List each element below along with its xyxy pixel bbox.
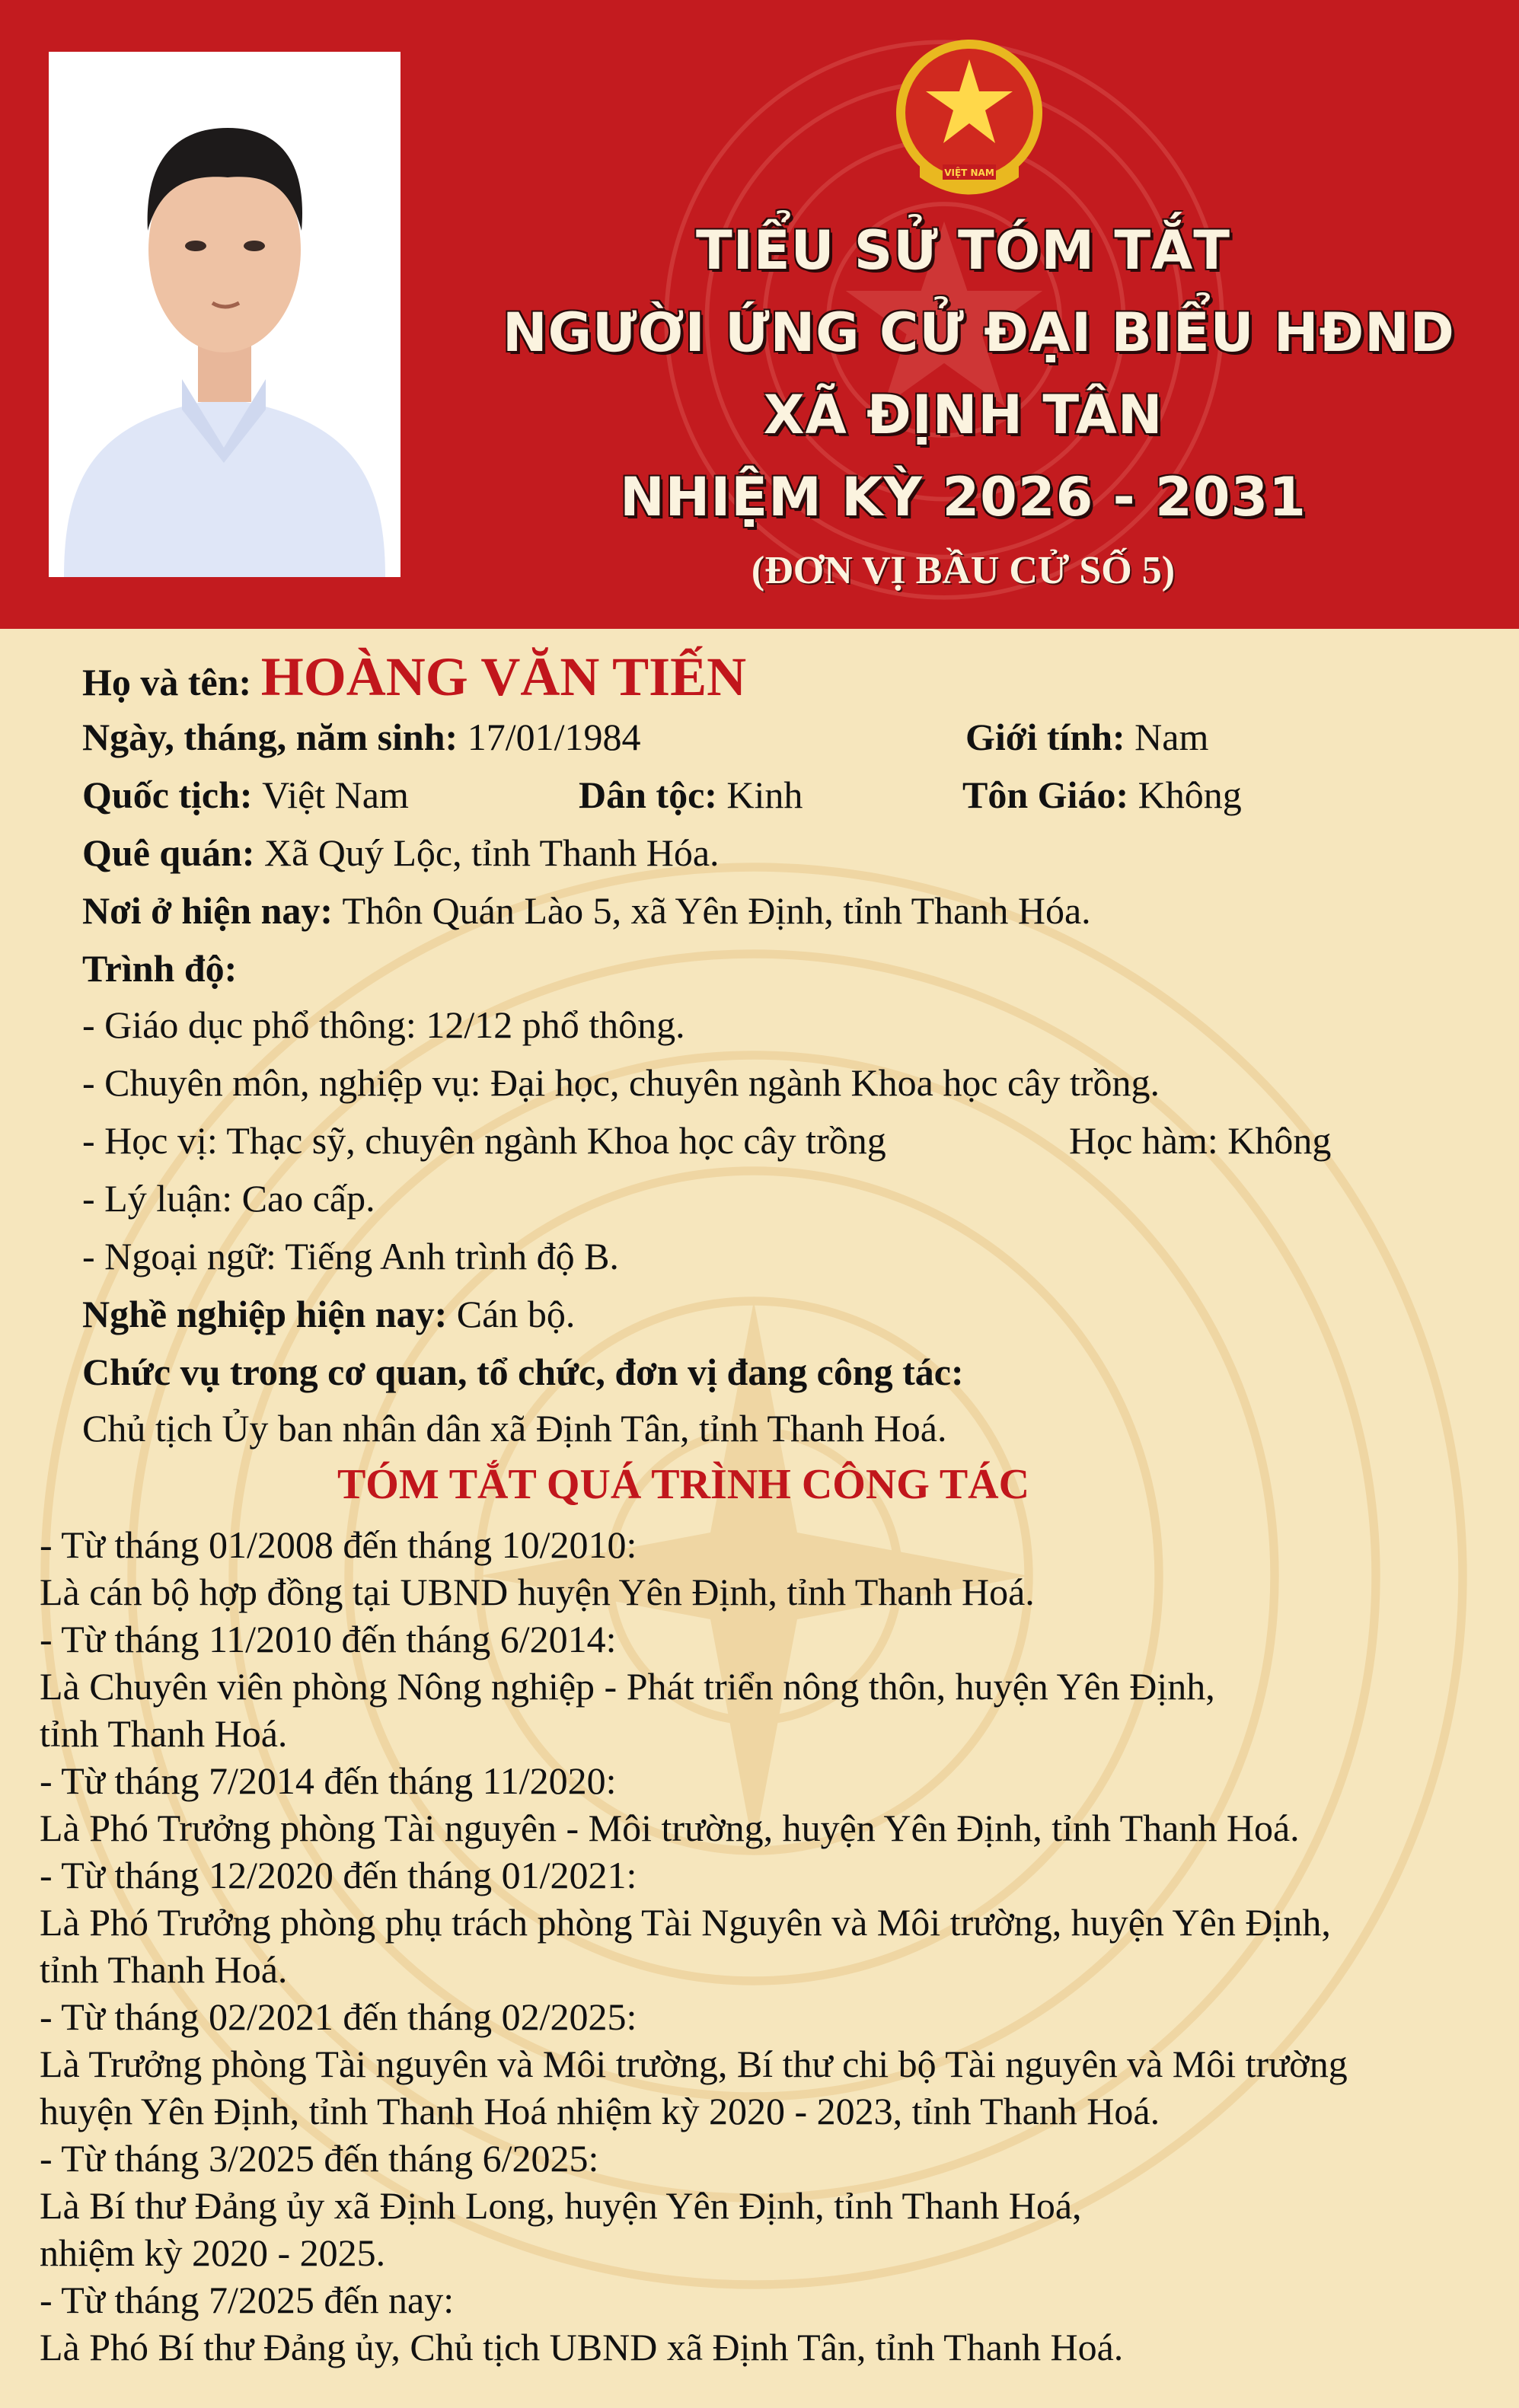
hometown-label: Quê quán: <box>82 831 264 874</box>
candidate-name: HOÀNG VĂN TIẾN <box>260 646 747 707</box>
nationality-label: Quốc tịch: <box>82 773 263 816</box>
work-history-line: - Từ tháng 3/2025 đến tháng 6/2025: <box>40 2137 599 2180</box>
work-history-title: TÓM TẮT QUÁ TRÌNH CÔNG TÁC <box>337 1461 1030 1508</box>
work-history-line: - Từ tháng 02/2021 đến tháng 02/2025: <box>40 1995 637 2038</box>
gender-row <box>965 716 1208 760</box>
title-line-2: NGƯỜI ỨNG CỬ ĐẠI BIỂU HĐND <box>503 301 1455 364</box>
hometown-row <box>82 831 720 875</box>
electoral-unit-subtitle: (ĐƠN VỊ BẦU CỬ SỐ 5) <box>751 549 1176 592</box>
emblem-text: VIỆT NAM <box>944 167 994 178</box>
work-history-line: Là Chuyên viên phòng Nông nghiệp - Phát triển nông thôn, huyện Yên Định, <box>40 1665 1215 1708</box>
position-heading: Chức vụ trong cơ quan, tổ chức, đơn vị đang công tác: <box>82 1351 964 1393</box>
work-history-line: - Từ tháng 7/2014 đến tháng 11/2020: <box>40 1759 617 1802</box>
position-value: Chủ tịch Ủy ban nhân dân xã Định Tân, tỉnh Thanh Hoá. <box>82 1407 947 1450</box>
education-general: - Giáo dục phổ thông: 12/12 phổ thông. <box>82 1003 685 1046</box>
work-history-line: Là Trưởng phòng Tài nguyên và Môi trường, Bí thư chi bộ Tài nguyên và Môi trường <box>40 2043 1348 2085</box>
title-line-3: XÃ ĐỊNH TÂN <box>763 384 1163 446</box>
education-professional: - Chuyên môn, nghiệp vụ: Đại học, chuyên ngành Khoa học cây trồng. <box>82 1061 1160 1104</box>
dob-value: 17/01/1984 <box>467 716 641 758</box>
ethnicity-value: Kinh <box>726 773 803 816</box>
nationality-value: Việt Nam <box>262 773 409 816</box>
work-history-line: Là cán bộ hợp đồng tại UBND huyện Yên Định, tỉnh Thanh Hoá. <box>40 1571 1035 1613</box>
title-line-4: NHIỆM KỲ 2026 - 2031 <box>620 466 1307 528</box>
title-line-1: TIỂU SỬ TÓM TẮT <box>695 219 1231 282</box>
name-row <box>82 646 746 709</box>
work-history-line: Là Phó Trưởng phòng phụ trách phòng Tài Nguyên và Môi trường, huyện Yên Định, <box>40 1901 1331 1944</box>
work-history-line: Là Phó Bí thư Đảng ủy, Chủ tịch UBND xã Định Tân, tỉnh Thanh Hoá. <box>40 2326 1124 2368</box>
work-history-line: tỉnh Thanh Hoá. <box>40 1712 288 1755</box>
ethnicity-row <box>579 773 803 818</box>
religion-row <box>962 773 1242 818</box>
work-history-line: - Từ tháng 7/2025 đến nay: <box>40 2279 455 2321</box>
work-history-line: nhiệm kỳ 2020 - 2025. <box>40 2231 386 2274</box>
work-history-line: tỉnh Thanh Hoá. <box>40 1948 288 1991</box>
work-history-line: Là Bí thư Đảng ủy xã Định Long, huyện Yên Định, tỉnh Thanh Hoá, <box>40 2184 1082 2227</box>
education-academic-title: Học hàm: Không <box>1069 1119 1332 1162</box>
work-history-line: Là Phó Trưởng phòng Tài nguyên - Môi trường, huyện Yên Định, tỉnh Thanh Hoá. <box>40 1807 1300 1849</box>
education-degree: - Học vị: Thạc sỹ, chuyên ngành Khoa học cây trồng <box>82 1119 886 1162</box>
religion-label: Tôn Giáo: <box>962 773 1138 816</box>
hometown-value: Xã Quý Lộc, tỉnh Thanh Hóa. <box>263 831 720 874</box>
education-heading: Trình độ: <box>82 947 238 990</box>
dob-label: Ngày, tháng, năm sinh: <box>82 716 468 758</box>
dob-row <box>82 716 641 760</box>
religion-value: Không <box>1138 773 1242 816</box>
occupation-label: Nghề nghiệp hiện nay: <box>82 1293 457 1335</box>
candidate-photo <box>49 52 400 577</box>
work-history-line: - Từ tháng 01/2008 đến tháng 10/2010: <box>40 1523 637 1566</box>
work-history-line: - Từ tháng 11/2010 đến tháng 6/2014: <box>40 1618 617 1660</box>
residence-row <box>82 889 1091 933</box>
work-history-line: - Từ tháng 12/2020 đến tháng 01/2021: <box>40 1854 637 1896</box>
national-emblem-icon <box>889 37 1049 203</box>
nationality-row <box>82 773 409 818</box>
ethnicity-label: Dân tộc: <box>579 773 727 816</box>
gender-value: Nam <box>1134 716 1209 758</box>
work-history-line: huyện Yên Định, tỉnh Thanh Hoá nhiệm kỳ 2020 - 2023, tỉnh Thanh Hoá. <box>40 2090 1160 2132</box>
residence-value: Thôn Quán Lào 5, xã Yên Định, tỉnh Thanh Hóa. <box>342 889 1091 932</box>
occupation-value: Cán bộ. <box>456 1293 576 1335</box>
residence-label: Nơi ở hiện nay: <box>82 889 343 932</box>
header-banner <box>0 0 1519 629</box>
education-theory: - Lý luận: Cao cấp. <box>82 1177 375 1220</box>
education-language: - Ngoại ngữ: Tiếng Anh trình độ B. <box>82 1235 619 1277</box>
occupation-row <box>82 1293 575 1337</box>
name-label: Họ và tên: <box>82 661 261 703</box>
gender-label: Giới tính: <box>965 716 1135 758</box>
